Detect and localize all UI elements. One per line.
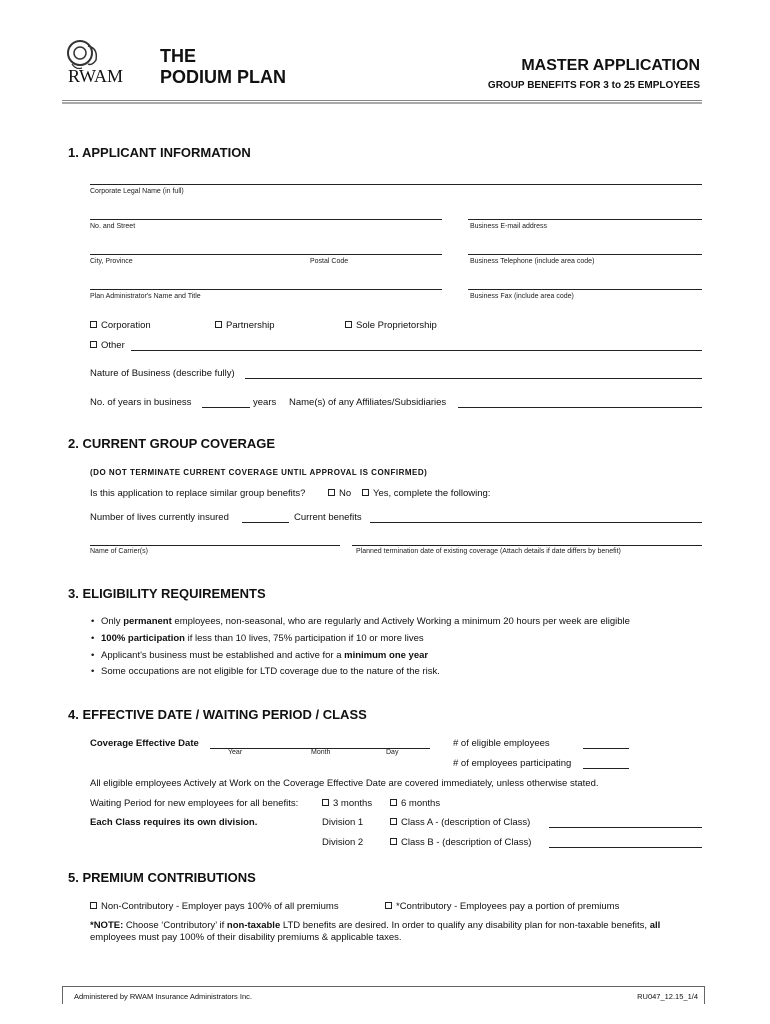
eligible-label: # of eligible employees [453, 738, 550, 749]
term-date-field[interactable] [352, 545, 702, 546]
division2-label: Division 2 [322, 837, 364, 848]
waiting-label: Waiting Period for new employees for all benefits: [90, 798, 299, 809]
benefits-field[interactable] [370, 522, 702, 523]
section3-heading: 3. ELIGIBILITY REQUIREMENTS [68, 586, 266, 601]
lives-label: Number of lives currently insured [90, 512, 229, 523]
legal-name-field[interactable] [90, 184, 702, 185]
years-label: No. of years in business [90, 397, 192, 408]
footer-code: RU047_12.15_1/4 [637, 992, 698, 1001]
wait-3m-checkbox[interactable] [322, 799, 329, 806]
class-b-checkbox[interactable] [390, 838, 397, 845]
date-month-label: Month [311, 749, 331, 756]
footer-admin: Administered by RWAM Insurance Administrators Inc. [74, 992, 252, 1001]
class-b-option[interactable]: Class B - (description of Class) [390, 837, 531, 848]
partnership-option[interactable]: Partnership [215, 320, 275, 331]
street-label: No. and Street [90, 223, 136, 230]
phone-field[interactable] [468, 254, 702, 255]
app-subtitle: GROUP BENEFITS FOR 3 to 25 EMPLOYEES [487, 80, 700, 91]
legal-name-label: Corporate Legal Name (in full) [90, 188, 184, 195]
corporation-option[interactable]: Corporation [90, 320, 151, 331]
noncontrib-checkbox[interactable] [90, 902, 97, 909]
section1-heading: 1. APPLICANT INFORMATION [68, 145, 251, 160]
city-field[interactable] [90, 254, 442, 255]
contrib-note: *NOTE: Choose ‘Contributory’ if non-taxable LTD benefits are desired. In order to qualify any disability plan for non-taxable benefits, all employees must pay 100% of their disability premiums & applicable taxes. [90, 920, 661, 943]
carriers-label: Name of Carrier(s) [90, 548, 148, 555]
replace-question: Is this application to replace similar group benefits? [90, 488, 306, 499]
section5-heading: 5. PREMIUM CONTRIBUTIONS [68, 870, 256, 885]
affiliates-label: Name(s) of any Affiliates/Subsidiaries [289, 397, 447, 408]
class-a-option[interactable]: Class A - (description of Class) [390, 817, 530, 828]
division1-label: Division 1 [322, 817, 364, 828]
wait-3m-option[interactable]: 3 months [322, 798, 372, 809]
eligibility-bullet-1: • Only permanent employees, non-seasonal, who are regularly and Actively Working a minimum 20 hours per week are eligible [101, 616, 630, 627]
street-field[interactable] [90, 219, 442, 220]
years-unit: years [253, 397, 277, 408]
replace-yes-checkbox[interactable] [362, 489, 369, 496]
eligible-field[interactable] [583, 748, 629, 749]
class-b-field[interactable] [549, 847, 702, 848]
benefits-label: Current benefits [294, 512, 362, 523]
participating-label: # of employees participating [453, 758, 572, 769]
sole-prop-option[interactable]: Sole Proprietorship [345, 320, 437, 331]
nature-field[interactable] [245, 378, 702, 379]
other-field[interactable] [131, 350, 702, 351]
date-day-label: Day [386, 749, 399, 756]
email-field[interactable] [468, 219, 702, 220]
sole-prop-checkbox[interactable] [345, 321, 352, 328]
contrib-option[interactable]: *Contributory - Employees pay a portion of premiums [385, 901, 619, 912]
section2-heading: 2. CURRENT GROUP COVERAGE [68, 436, 276, 451]
other-checkbox[interactable] [90, 341, 97, 348]
class-a-field[interactable] [549, 827, 702, 828]
term-date-label: Planned termination date of existing coverage (Attach details if date differs by benefit) [356, 548, 621, 555]
phone-label: Business Telephone (include area code) [470, 258, 595, 265]
carriers-field[interactable] [90, 545, 340, 546]
fax-field[interactable] [468, 289, 702, 290]
replace-no-checkbox[interactable] [328, 489, 335, 496]
email-label: Business E-mail address [470, 223, 548, 230]
fax-label: Business Fax (include area code) [470, 293, 574, 300]
all-eligible-text: All eligible employees Actively at Work on the Coverage Effective Date are covered immediately, unless otherwise stated. [90, 778, 599, 789]
plan-title-line2: PODIUM PLAN [160, 67, 286, 87]
date-year-label: Year [228, 749, 243, 756]
nature-label: Nature of Business (describe fully) [90, 368, 235, 379]
class-a-checkbox[interactable] [390, 818, 397, 825]
partnership-checkbox[interactable] [215, 321, 222, 328]
lives-field[interactable] [242, 522, 289, 523]
contrib-checkbox[interactable] [385, 902, 392, 909]
plan-title-line1: THE [160, 46, 196, 66]
rwam-logo [60, 36, 145, 90]
wait-6m-checkbox[interactable] [390, 799, 397, 806]
admin-label: Plan Administrator's Name and Title [90, 293, 201, 300]
app-title: MASTER APPLICATION [521, 57, 700, 74]
participating-field[interactable] [583, 768, 629, 769]
replace-no-option[interactable]: No [328, 488, 351, 499]
header-rule [62, 100, 702, 104]
coverage-warning: (DO NOT TERMINATE CURRENT COVERAGE UNTIL APPROVAL IS CONFIRMED) [90, 468, 428, 477]
logo-text: RWAM [68, 66, 124, 86]
eligibility-bullet-3: • Applicant's business must be established and active for a minimum one year [101, 650, 428, 661]
wait-6m-option[interactable]: 6 months [390, 798, 440, 809]
corporation-checkbox[interactable] [90, 321, 97, 328]
coverage-date-label: Coverage Effective Date [90, 738, 199, 749]
eligibility-bullet-2: • 100% participation if less than 10 lives, 75% participation if 10 or more lives [101, 633, 424, 644]
affiliates-field[interactable] [458, 407, 702, 408]
noncontrib-option[interactable]: Non-Contributory - Employer pays 100% of all premiums [90, 901, 339, 912]
other-option[interactable]: Other [90, 340, 125, 351]
each-class-text: Each Class requires its own division. [90, 817, 258, 828]
city-label: City, Province [90, 258, 133, 265]
years-field[interactable] [202, 407, 250, 408]
section4-heading: 4. EFFECTIVE DATE / WAITING PERIOD / CLASS [68, 707, 367, 722]
postal-label: Postal Code [310, 258, 349, 265]
replace-yes-option[interactable]: Yes, complete the following: [362, 488, 490, 499]
admin-field[interactable] [90, 289, 442, 290]
eligibility-bullet-4: • Some occupations are not eligible for LTD coverage due to the nature of the risk. [101, 666, 440, 677]
